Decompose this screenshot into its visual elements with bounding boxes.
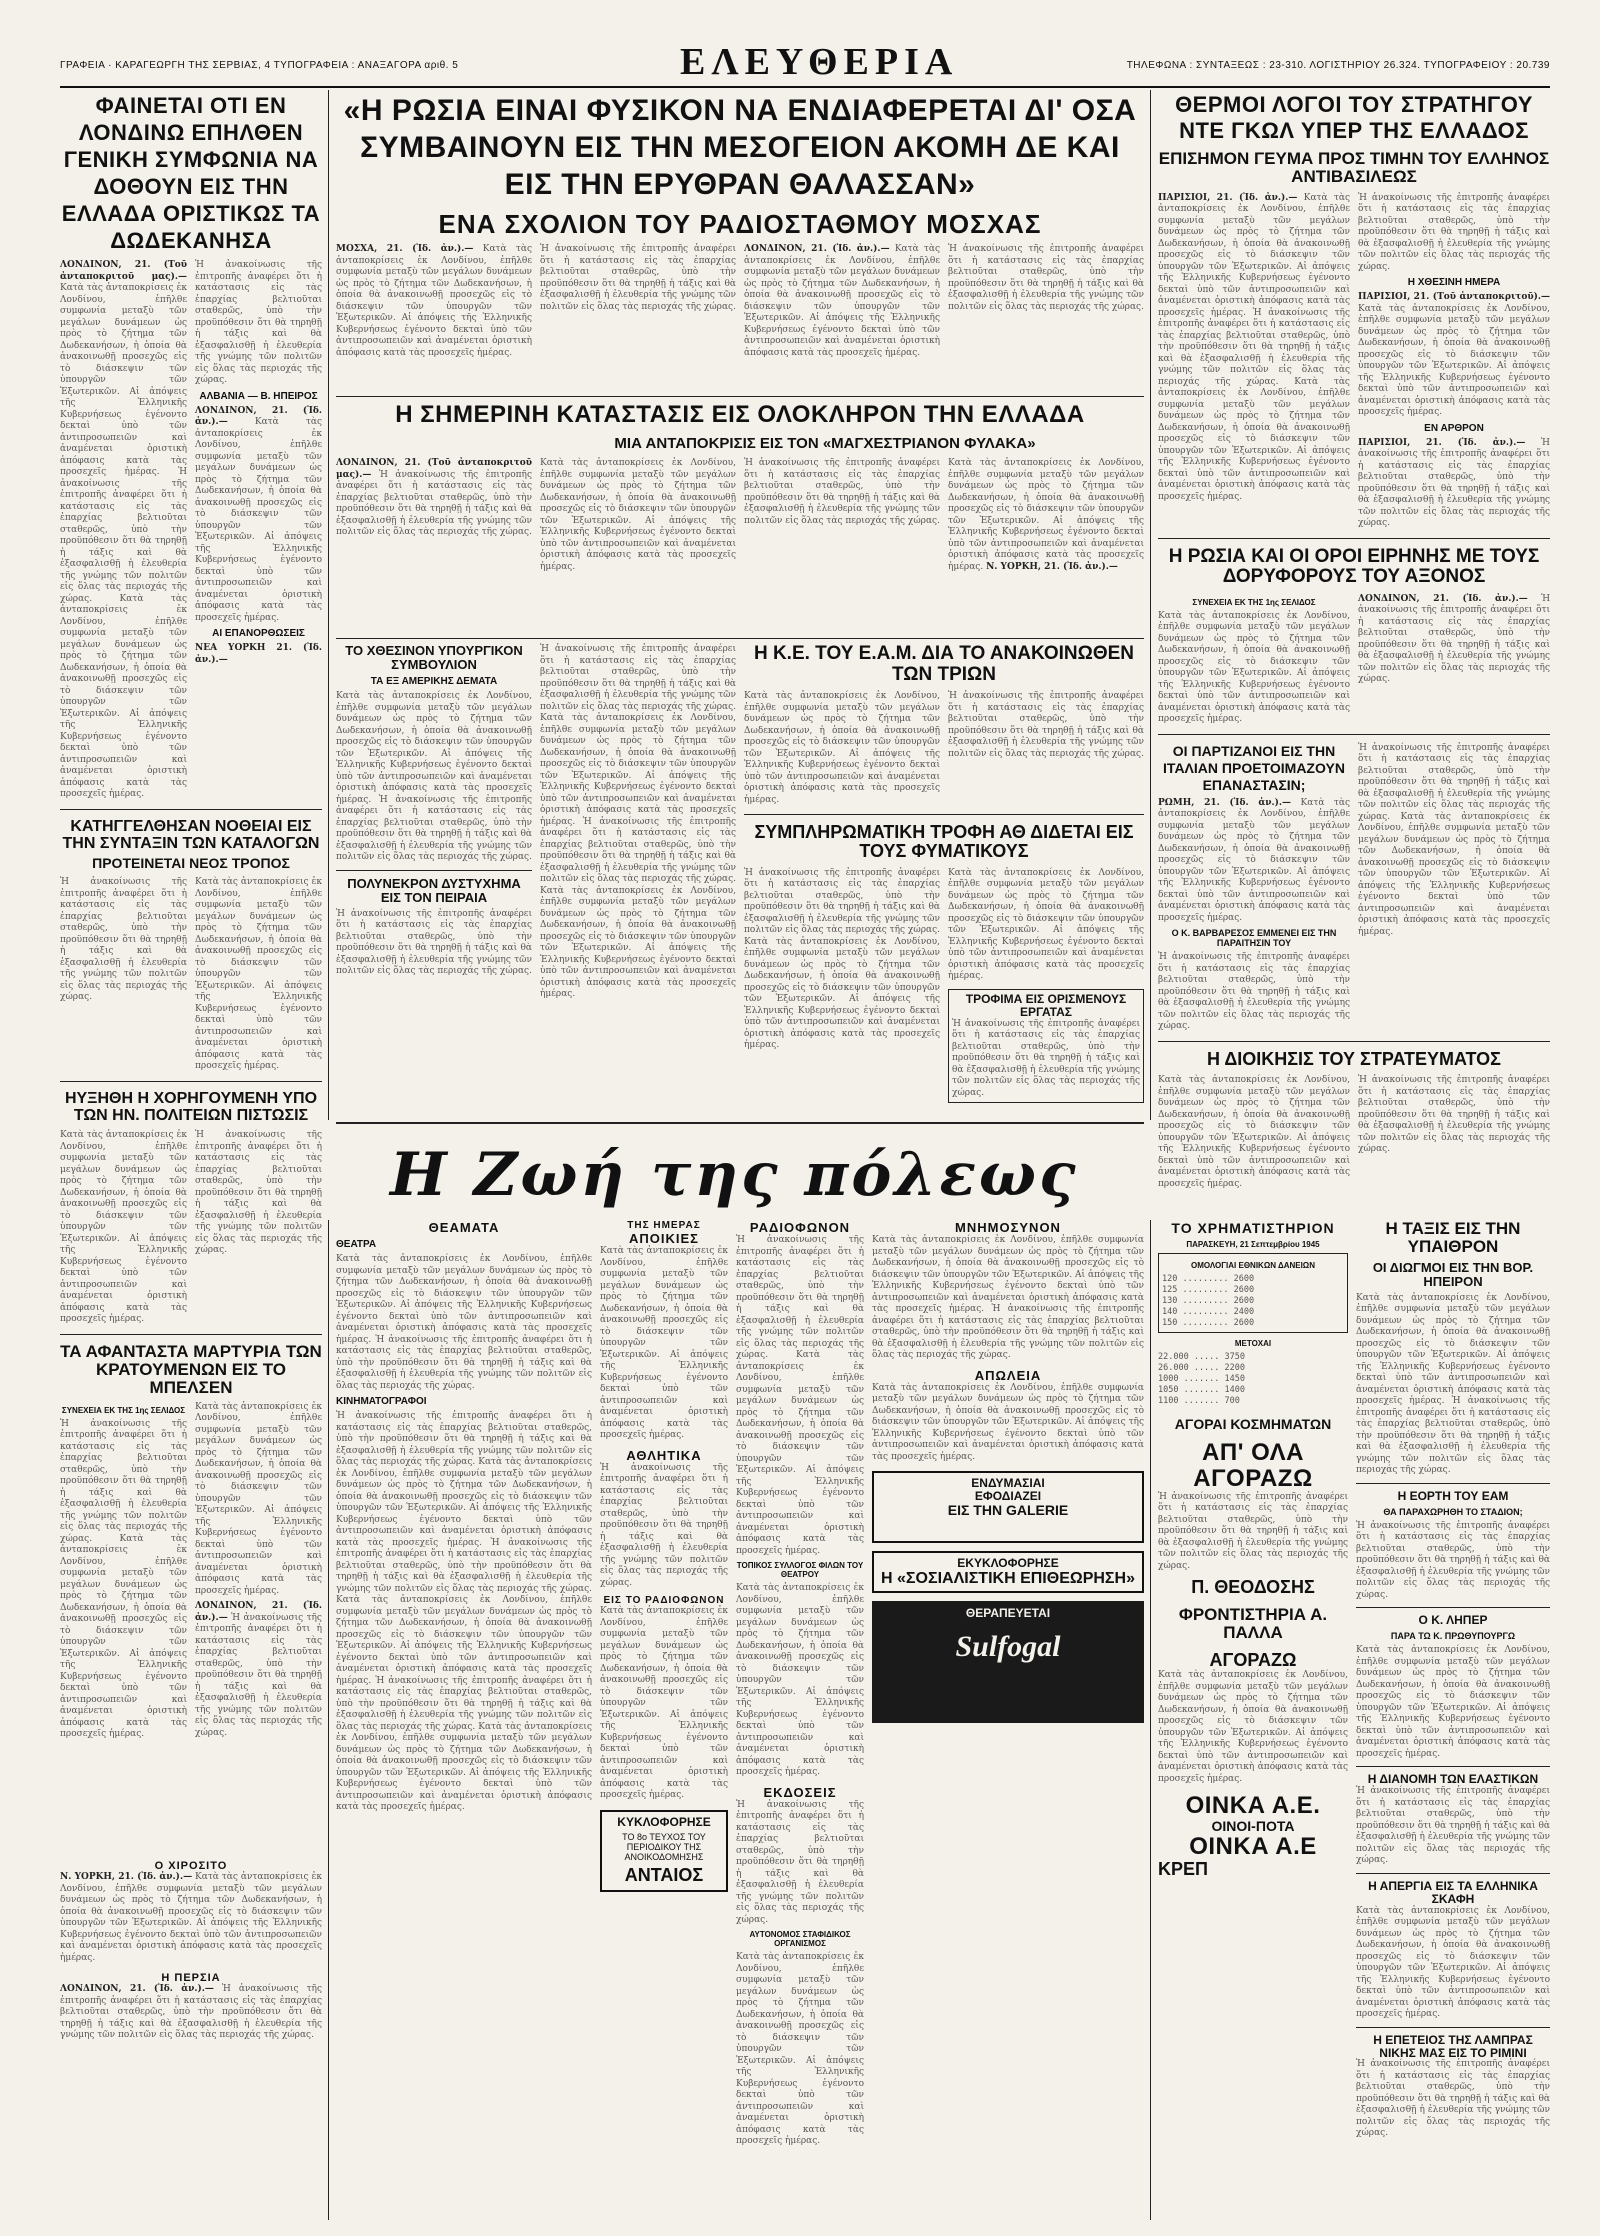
headline-eam-holiday: Η ΕΟΡΤΗ ΤΟΥ ΕΑΜ (1397, 1488, 1509, 1503)
article-body (872, 1383, 1144, 1464)
article-body (1356, 1786, 1550, 1867)
subhead-russia-banner: ΕΝΑ ΣΧΟΛΙΟΝ ΤΟΥ ΡΑΔΙΟΣΤΑΘΜΟΥ ΜΟΣΧΑΣ (438, 209, 1042, 239)
article-text: Κατὰ τὰς ἀνταποκρίσεις ἐκ Λονδίνου, ἐπῆλθε συμφωνία μεταξὺ τῶν μεγάλων δυνάμεων ὡς πρὸς τὸ ζήτημα τῶν Δωδεκανήσων, ἡ ὁποία θὰ ἀνακοινωθῇ προσεχῶς εἰς τὸ διάσκεψιν τῶν ὑπουργῶν τῶν Ἐξωτερικῶν. Αἱ ἀπόψεις τῆς Ἑλληνικῆς Κυβερνήσεως ἐγένοντο δεκταὶ ὑπὸ τῶν ἀντιπροσωπειῶν καὶ ἀναμένεται ὁριστικὴ ἀπόφασις κατὰ τὰς προσεχεῖς ἡμέρας. (1358, 303, 1550, 418)
ad-oinoi: ΟΙΝΟΙ-ΠΟΤΑ (1211, 1817, 1295, 1834)
article-body (948, 691, 1144, 806)
headline-tires: Η ΔΙΑΝΟΜΗ ΤΩΝ ΕΛΑΣΤΙΚΩΝ (1367, 1772, 1539, 1787)
rule (60, 1081, 322, 1082)
center-situation (336, 402, 1144, 632)
kicker: Η ΧΘΕΣΙΝΗ ΗΜΕΡΑ (1407, 277, 1501, 289)
rule (1158, 734, 1550, 735)
article-text: Κατὰ τὰς ἀνταποκρίσεις ἐκ Λονδίνου, ἐπῆλθε συμφωνία μεταξὺ τῶν μεγάλων δυνάμεων ὡς πρὸς τὸ ζήτημα τῶν Δωδεκανήσων, ἡ ὁποία θὰ ἀνακοινωθῇ προσεχῶς εἰς τὸ διάσκεψιν τῶν ὑπουργῶν τῶν Ἐξωτερικῶν. Αἱ ἀπόψεις τῆς Ἑλληνικῆς Κυβερνήσεως ἐγένοντο δεκταὶ ὑπὸ τῶν ἀντιπροσωπειῶν καὶ ἀναμένεται ὁριστικὴ ἀπόφασις κατὰ τὰς προσεχεῖς ἡμέρας. (1356, 1905, 1550, 2020)
article-text: Ἡ ἀνακοίνωσις τῆς ἐπιτροπῆς ἀναφέρει ὅτι ἡ κατάστασις εἰς τὰς ἐπαρχίας βελτιοῦται σταθερῶς, ὑπὸ τὴν προϋπόθεσιν ὅτι θὰ τηρηθῇ ἡ τάξις καὶ θὰ ἐξασφαλισθῇ ἡ ἐλευθερία τῆς γνώμης τῶν πολιτῶν εἰς ὅλας τὰς περιοχάς τῆς χώρας. (1358, 1075, 1550, 1155)
rule (1158, 1041, 1550, 1042)
article-text: Ἡ ἀνακοίνωσις τῆς ἐπιτροπῆς ἀναφέρει ὅτι ἡ κατάστασις εἰς τὰς ἐπαρχίας βελτιοῦται σταθερῶς, ὑπὸ τὴν προϋπόθεσιν ὅτι θὰ τηρηθῇ ἡ τάξις καὶ θὰ ἐξασφαλισθῇ ἡ ἐλευθερία τῆς γνώμης τῶν πολιτῶν εἰς ὅλας τὰς περιοχάς τῆς χώρας. (872, 1304, 1144, 1360)
section-lost: ΑΠΩΛΕΙΑ (974, 1367, 1042, 1383)
article-text: Κατὰ τὰς ἀνταποκρίσεις ἐκ Λονδίνου, ἐπῆλθε συμφωνία μεταξὺ τῶν μεγάλων δυνάμεων ὡς πρὸς τὸ ζήτημα τῶν Δωδεκανήσων, ἡ ὁποία θὰ ἀνακοινωθῇ προσεχῶς εἰς τὸ διάσκεψιν τῶν ὑπουργῶν τῶν Ἐξωτερικῶν. Αἱ ἀπόψεις τῆς Ἑλληνικῆς Κυβερνήσεως ἐγένοντο δεκταὶ ὑπὸ τῶν ἀντιπροσωπειῶν καὶ ἀναμένεται ὁριστικὴ ἀπόφασις κατὰ τὰς προσεχεῖς ἡμέρας. (1356, 1292, 1550, 1407)
article-text: Ἡ ἀνακοίνωσις τῆς ἐπιτροπῆς ἀναφέρει ὅτι ἡ κατάστασις εἰς τὰς ἐπαρχίας βελτιοῦται σταθερῶς, ὑπὸ τὴν προϋπόθεσιν ὅτι θὰ τηρηθῇ ἡ τάξις καὶ θὰ ἐξασφαλισθῇ ἡ ἐλευθερία τῆς γνώμης τῶν πολιτῶν εἰς ὅλας τὰς περιοχάς τῆς χώρας. (195, 260, 322, 385)
rule (1356, 1483, 1550, 1484)
bonds-table (1158, 1253, 1348, 1333)
food-box (948, 989, 1144, 1103)
masthead-phones: ΤΗΛΕΦΩΝΑ : ΣΥΝΤΑΞΕΩΣ : 23-310. ΛΟΓΙΣΤΗΡΙΟΥ 26.324. ΤΥΠΟΓΡΑΦΕΙΟΥ : 20.739 (1126, 60, 1550, 71)
article-text: Ἡ ἀνακοίνωσις τῆς ἐπιτροπῆς ἀναφέρει ὅτι ἡ κατάστασις εἰς τὰς ἐπαρχίας βελτιοῦται σταθερῶς, ὑπὸ τὴν προϋπόθεσιν ὅτι θὰ τηρηθῇ ἡ τάξις καὶ θὰ ἐξασφαλισθῇ ἡ ἐλευθερία τῆς γνώμης τῶν πολιτῶν εἰς ὅλας τὰς περιοχάς τῆς χώρας. (1358, 742, 1550, 822)
article-text: Ἡ ἀνακοίνωσις τῆς ἐπιτροπῆς ἀναφέρει ὅτι ἡ κατάστασις εἰς τὰς ἐπαρχίας βελτιοῦται σταθερῶς, ὑπὸ τὴν προϋπόθεσιν ὅτι θὰ τηρηθῇ ἡ τάξις καὶ θὰ ἐξασφαλισθῇ ἡ ἐλευθερία τῆς γνώμης τῶν πολιτῶν εἰς ὅλας τὰς περιοχάς τῆς χώρας. (60, 1984, 322, 2040)
article-body (540, 244, 736, 359)
jewels-title: ΑΓΟΡΑΙ ΚΟΣΜΗΜΑΤΩΝ (1174, 1416, 1332, 1432)
article-body (872, 1235, 1144, 1362)
sulfogal-ad (872, 1601, 1144, 1723)
article-text: Κατὰ τὰς ἀνταποκρίσεις ἐκ Λονδίνου, ἐπῆλθε συμφωνία μεταξὺ τῶν μεγάλων δυνάμεων ὡς πρὸς τὸ ζήτημα τῶν Δωδεκανήσων, ἡ ὁποία θὰ ἀνακοινωθῇ προσεχῶς εἰς τὸ διάσκεψιν τῶν ὑπουργῶν τῶν Ἐξωτερικῶν. Αἱ ἀπόψεις τῆς Ἑλληνικῆς Κυβερνήσεως ἐγένοντο δεκταὶ ὑπὸ τῶν ἀντιπροσωπειῶν καὶ ἀναμένεται ὁριστικὴ ἀπόφασις κατὰ τὰς προσεχεῖς ἡμέρας. (744, 936, 940, 1051)
exchange-column (1158, 1220, 1348, 2220)
article-text: Ἡ ἀνακοίνωσις τῆς ἐπιτροπῆς ἀναφέρει ὅτι ἡ κατάστασις εἰς τὰς ἐπαρχίας βελτιοῦται σταθερῶς, ὑπὸ τὴν προϋπόθεσιν ὅτι θὰ τηρηθῇ ἡ τάξις καὶ θὰ ἐξασφαλισθῇ ἡ ἐλευθερία τῆς γνώμης τῶν πολιτῶν εἰς ὅλας τὰς περιοχάς τῆς χώρας. (336, 908, 532, 977)
article-body (336, 458, 532, 573)
article-text: Κατὰ τὰς ἀνταποκρίσεις ἐκ Λονδίνου, ἐπῆλθε συμφωνία μεταξὺ τῶν μεγάλων δυνάμεων ὡς πρὸς τὸ ζήτημα τῶν Δωδεκανήσων, ἡ ὁποία θὰ ἀνακοινωθῇ προσεχῶς εἰς τὸ διάσκεψιν τῶν ὑπουργῶν τῶν Ἐξωτερικῶν. Αἱ ἀπόψεις τῆς Ἑλληνικῆς Κυβερνήσεως ἐγένοντο δεκταὶ ὑπὸ τῶν ἀντιπροσωπειῶν καὶ ἀναμένεται ὁριστικὴ ἀπόφασις κατὰ τὰς προσεχεῖς ἡμέρας. (1158, 1075, 1350, 1189)
subhead-countryside: ΟΙ ΔΙΩΓΜΟΙ ΕΙΣ ΤΗΝ ΒΟΡ. ΗΠΕΙΡΟΝ (1372, 1259, 1534, 1289)
rule (336, 1122, 1144, 1124)
continued-label: ΣΥΝΕΧΕΙΑ ΕΚ ΤΗΣ 1ης ΣΕΛΙΔΟΣ (61, 1405, 186, 1415)
article-text: Ἡ ἀνακοίνωσις τῆς ἐπιτροπῆς ἀναφέρει ὅτι ἡ κατάστασις εἰς τὰς ἐπαρχίας βελτιοῦται σταθερῶς, ὑπὸ τὴν προϋπόθεσιν ὅτι θὰ τηρηθῇ ἡ τάξις καὶ θὰ ἐξασφαλισθῇ ἡ ἐλευθερία τῆς γνώμης τῶν πολιτῶν εἰς ὅλας τὰς περιοχάς τῆς χώρας. (948, 244, 1144, 312)
article-body (336, 691, 532, 864)
headline-army: Η ΔΙΟΙΚΗΣΙΣ ΤΟΥ ΣΤΡΑΤΕΥΜΑΤΟΣ (1206, 1048, 1501, 1069)
article-body (540, 458, 736, 573)
article-body (948, 458, 1144, 573)
article-text: Κατὰ τὰς ἀνταποκρίσεις ἐκ Λονδίνου, ἐπῆλθε συμφωνία μεταξὺ τῶν μεγάλων δυνάμεων ὡς πρὸς τὸ ζήτημα τῶν Δωδεκανήσων, ἡ ὁποία θὰ ἀνακοινωθῇ προσεχῶς εἰς τὸ διάσκεψιν τῶν ὑπουργῶν τῶν Ἐξωτερικῶν. Αἱ ἀπόψεις τῆς Ἑλληνικῆς Κυβερνήσεως ἐγένοντο δεκταὶ ὑπὸ τῶν ἀντιπροσωπειῶν καὶ ἀναμένεται ὁριστικὴ ἀπόφασις κατὰ τὰς προσεχεῖς ἡμέρας. (60, 1130, 187, 1325)
article-text: Ἡ ἀνακοίνωσις τῆς ἐπιτροπῆς ἀναφέρει ὅτι ἡ κατάστασις εἰς τὰς ἐπαρχίας βελτιοῦται σταθερῶς, ὑπὸ τὴν προϋπόθεσιν ὅτι θὰ τηρηθῇ ἡ τάξις καὶ θὰ ἐξασφαλισθῇ ἡ ἐλευθερία τῆς γνώμης τῶν πολιτῶν εἰς ὅλας τὰς περιοχάς τῆς χώρας. (336, 1411, 592, 1467)
ad-frontistiria: ΦΡΟΝΤΙΣΤΗΡΙΑ Α. ΠΑΛΛΑ (1178, 1604, 1328, 1643)
article-body (195, 1130, 322, 1326)
article-text: Ἡ ἀνακοίνωσις τῆς ἐπιτροπῆς ἀναφέρει ὅτι ἡ κατάστασις εἰς τὰς ἐπαρχίας βελτιοῦται σταθερῶς, ὑπὸ τὴν προϋπόθεσιν ὅτι θὰ τηρηθῇ ἡ τάξις καὶ θὰ ἐξασφαλισθῇ ἡ ἐλευθερία τῆς γνώμης τῶν πολιτῶν εἰς ὅλας τὰς περιοχάς τῆς χώρας. (60, 877, 187, 1003)
article-body (1356, 1645, 1550, 1760)
ad-kicker: ΕΚΥΚΛΟΦΟΡΗΣΕ (957, 1556, 1059, 1570)
article-text: Κατὰ τὰς ἀνταποκρίσεις ἐκ Λονδίνου, ἐπῆλθε συμφωνία μεταξὺ τῶν μεγάλων δυνάμεων ὡς πρὸς τὸ ζήτημα τῶν Δωδεκανήσων, ἡ ὁποία θὰ ἀνακοινωθῇ προσεχῶς εἰς τὸ διάσκεψιν τῶν ὑπουργῶν τῶν Ἐξωτερικῶν. Αἱ ἀπόψεις τῆς Ἑλληνικῆς Κυβερνήσεως ἐγένοντο δεκταὶ ὑπὸ τῶν ἀντιπροσωπειῶν καὶ ἀναμένεται ὁριστικὴ ἀπόφασις κατὰ τὰς προσεχεῖς ἡμέρας. (1158, 192, 1350, 318)
article-body (1158, 193, 1350, 504)
article-body (195, 643, 322, 666)
headline-russia-axis: Η ΡΩΣΙΑ ΚΑΙ ΟΙ ΟΡΟΙ ΕΙΡΗΝΗΣ ΜΕ ΤΟΥΣ ΔΟΡΥΦΟΡΟΥΣ ΤΟΥ ΑΞΟΝΟΣ (1168, 545, 1540, 588)
socialist-review-ad (872, 1551, 1144, 1593)
dateline: ΡΩΜΗ, 21. (Ἰδ. ἀν.).— (1158, 797, 1292, 808)
newspaper-page (60, 40, 1550, 2220)
article-text: Κατὰ τὰς ἀνταποκρίσεις ἐκ Λονδίνου, ἐπῆλθε συμφωνία μεταξὺ τῶν μεγάλων δυνάμεων ὡς πρὸς τὸ ζήτημα τῶν Δωδεκανήσων, ἡ ὁποία θὰ ἀνακοινωθῇ προσεχῶς εἰς τὸ διάσκεψιν τῶν ὑπουργῶν τῶν Ἐξωτερικῶν. Αἱ ἀπόψεις τῆς Ἑλληνικῆς Κυβερνήσεως ἐγένοντο δεκταὶ ὑπὸ τῶν ἀντιπροσωπειῶν καὶ ἀναμένεται ὁριστικὴ ἀπόφασις κατὰ τὰς προσεχεῖς ἡμέρας. (60, 1872, 322, 1963)
masthead-address: ΓΡΑΦΕΙΑ · ΚΑΡΑΓΕΩΡΓΗ ΤΗΣ ΣΕΡΒΙΑΣ, 4 ΤΥΠΟΓΡΑΦΕΙΑ : ΑΝΑΞΑΓΟΡΑ αριθ. 5 (60, 60, 459, 71)
section-autonomous: ΑΥΤΟΝΟΜΟΣ ΣΤΑΦΙΔΙΚΟΣ ΟΡΓΑΝΙΣΜΟΣ (749, 1930, 851, 1948)
exchange-date: ΠΑΡΑΣΚΕΥΗ, 21 Σεπτεμβρίου 1945 (1186, 1240, 1320, 1249)
article-text: Ἡ ἀνακοίνωσις τῆς ἐπιτροπῆς ἀναφέρει ὅτι ἡ κατάστασις εἰς τὰς ἐπαρχίας βελτιοῦται σταθερῶς, ὑπὸ τὴν προϋπόθεσιν ὅτι θὰ τηρηθῇ ἡ τάξις καὶ θὰ ἐξασφαλισθῇ ἡ ἐλευθερία τῆς γνώμης τῶν πολιτῶν εἰς ὅλας τὰς περιοχάς τῆς χώρας. (1356, 2059, 1550, 2139)
column-rule (1150, 1220, 1151, 2220)
article-text: Ἡ ἀνακοίνωσις τῆς ἐπιτροπῆς ἀναφέρει ὅτι ἡ κατάστασις εἰς τὰς ἐπαρχίας βελτιοῦται σταθερῶς, ὑπὸ τὴν προϋπόθεσιν ὅτι θὰ τηρηθῇ ἡ τάξις καὶ θὰ ἐξασφαλισθῇ ἡ ἐλευθερία τῆς γνώμης τῶν πολιτῶν εἰς ὅλας τὰς περιοχάς τῆς χώρας. (1358, 593, 1550, 685)
article-body (736, 1800, 864, 1927)
article-body (60, 1872, 322, 1964)
article-body (540, 644, 736, 1001)
article-body (948, 868, 1144, 983)
hiroshima-title: Ο ΧΙΡΟΣΙΤΟ (154, 1860, 228, 1872)
article-body (60, 1130, 187, 1326)
article-text: Κατὰ τὰς ἀνταποκρίσεις ἐκ Λονδίνου, ἐπῆλθε συμφωνία μεταξὺ τῶν μεγάλων δυνάμεων ὡς πρὸς τὸ ζήτημα τῶν Δωδεκανήσων, ἡ ὁποία θὰ ἀνακοινωθῇ προσεχῶς εἰς τὸ διάσκεψιν τῶν ὑπουργῶν τῶν Ἐξωτερικῶν. Αἱ ἀπόψεις τῆς Ἑλληνικῆς Κυβερνήσεως ἐγένοντο δεκταὶ ὑπὸ τῶν ἀντιπροσωπειῶν καὶ ἀναμένεται ὁριστικὴ ἀπόφασις κατὰ τὰς προσεχεῖς ἡμέρας. (195, 417, 322, 623)
column-rule (328, 1220, 329, 2220)
subhead-varvaresos: Ο Κ. ΒΑΡΒΑΡΕΣΟΣ ΕΜΜΕΝΕΙ ΕΙΣ ΤΗΝ ΠΑΡΑΙΤΗΣΙΝ ΤΟΥ (1171, 928, 1337, 949)
article-text: Ἡ ἀνακοίνωσις τῆς ἐπιτροπῆς ἀναφέρει ὅτι ἡ κατάστασις εἰς τὰς ἐπαρχίας βελτιοῦται σταθερῶς, ὑπὸ τὴν προϋπόθεσιν ὅτι θὰ τηρηθῇ ἡ τάξις καὶ θὰ ἐξασφαλισθῇ ἡ ἐλευθερία τῆς γνώμης τῶν πολιτῶν εἰς ὅλας τὰς περιοχάς τῆς χώρας. (1158, 307, 1350, 387)
article-text: Κατὰ τὰς ἀνταποκρίσεις ἐκ Λονδίνου, ἐπῆλθε συμφωνία μεταξὺ τῶν μεγάλων δυνάμεων ὡς πρὸς τὸ ζήτημα τῶν Δωδεκανήσων, ἡ ὁποία θὰ ἀνακοινωθῇ προσεχῶς εἰς τὸ διάσκεψιν τῶν ὑπουργῶν τῶν Ἐξωτερικῶν. Αἱ ἀπόψεις τῆς Ἑλληνικῆς Κυβερνήσεως ἐγένοντο δεκταὶ ὑπὸ τῶν ἀντιπροσωπειῶν καὶ ἀναμένεται ὁριστικὴ ἀπόφασις κατὰ τὰς προσεχεῖς ἡμέρας. (744, 691, 940, 805)
article-text: Ἡ ἀνακοίνωσις τῆς ἐπιτροπῆς ἀναφέρει ὅτι ἡ κατάστασις εἰς τὰς ἐπαρχίας βελτιοῦται σταθερῶς, ὑπὸ τὴν προϋπόθεσιν ὅτι θὰ τηρηθῇ ἡ τάξις καὶ θὰ ἐξασφαλισθῇ ἡ ἐλευθερία τῆς γνώμης τῶν πολιτῶν εἰς ὅλας τὰς περιοχάς τῆς χώρας. (336, 794, 532, 863)
article-text: Κατὰ τὰς ἀνταποκρίσεις ἐκ Λονδίνου, ἐπῆλθε συμφωνία μεταξὺ τῶν μεγάλων δυνάμεων ὡς πρὸς τὸ ζήτημα τῶν Δωδεκανήσων, ἡ ὁποία θὰ ἀνακοινωθῇ προσεχῶς εἰς τὸ διάσκεψιν τῶν ὑπουργῶν τῶν Ἐξωτερικῶν. Αἱ ἀπόψεις τῆς Ἑλληνικῆς Κυβερνήσεως ἐγένοντο δεκταὶ ὑπὸ τῶν ἀντιπροσωπειῶν καὶ ἀναμένεται ὁριστικὴ ἀπόφασις κατὰ τὰς προσεχεῖς ἡμέρας. (540, 885, 736, 999)
article-text: Ἡ ἀνακοίνωσις τῆς ἐπιτροπῆς ἀναφέρει ὅτι ἡ κατάστασις εἰς τὰς ἐπαρχίας βελτιοῦται σταθερῶς, ὑπὸ τὴν προϋπόθεσιν ὅτι θὰ τηρηθῇ ἡ τάξις καὶ θὰ ἐξασφαλισθῇ ἡ ἐλευθερία τῆς γνώμης τῶν πολιτῶν εἰς ὅλας τὰς περιοχάς τῆς χώρας. (60, 467, 187, 604)
newspaper-title: ΕΛΕΥΘΕΡΙΑ (680, 41, 959, 83)
article-text: Κατὰ τὰς ἀνταποκρίσεις ἐκ Λονδίνου, ἐπῆλθε συμφωνία μεταξὺ τῶν μεγάλων δυνάμεων ὡς πρὸς τὸ ζήτημα τῶν Δωδεκανήσων, ἡ ὁποία θὰ ἀνακοινωθῇ προσεχῶς εἰς τὸ διάσκεψιν τῶν ὑπουργῶν τῶν Ἐξωτερικῶν. Αἱ ἀπόψεις τῆς Ἑλληνικῆς Κυβερνήσεως ἐγένοντο δεκταὶ ὑπὸ τῶν ἀντιπροσωπειῶν καὶ ἀναμένεται ὁριστικὴ ἀπόφασις κατὰ τὰς προσεχεῖς ἡμέρας. (600, 1606, 728, 1800)
article-body (736, 1583, 864, 1779)
article-text: Ἡ ἀνακοίνωσις τῆς ἐπιτροπῆς ἀναφέρει ὅτι ἡ κατάστασις εἰς τὰς ἐπαρχίας βελτιοῦται σταθερῶς, ὑπὸ τὴν προϋπόθεσιν ὅτι θὰ τηρηθῇ ἡ τάξις καὶ θὰ ἐξασφαλισθῇ ἡ ἐλευθερία τῆς γνώμης τῶν πολιτῶν εἰς ὅλας τὰς περιοχάς τῆς χώρας. (336, 1675, 592, 1732)
dateline: ΛΟΝΔΙΝΟΝ, 21. (Τοῦ ἀνταποκριτοῦ μας).— (60, 260, 187, 282)
headline-strike: Η ΑΠΕΡΓΙΑ ΕΙΣ ΤΑ ΕΛΛΗΝΙΚΑ ΣΚΑΦΗ (1368, 1878, 1538, 1906)
dateline: ΛΟΝΔΙΝΟΝ, 21. (Ἰδ. ἀν.).— (195, 405, 322, 427)
article-text: Κατὰ τὰς ἀνταποκρίσεις ἐκ Λονδίνου, ἐπῆλθε συμφωνία μεταξὺ τῶν μεγάλων δυνάμεων ὡς πρὸς τὸ ζήτημα τῶν Δωδεκανήσων, ἡ ὁποία θὰ ἀνακοινωθῇ προσεχῶς εἰς τὸ διάσκεψιν τῶν ὑπουργῶν τῶν Ἐξωτερικῶν. Αἱ ἀπόψεις τῆς Ἑλληνικῆς Κυβερνήσεως ἐγένοντο δεκταὶ ὑπὸ τῶν ἀντιπροσωπειῶν καὶ ἀναμένεται ὁριστικὴ ἀπόφασις κατὰ τὰς προσεχεῖς ἡμέρας. (1158, 610, 1350, 725)
left-column (60, 92, 322, 1740)
article-text: Ἡ ἀνακοίνωσις τῆς ἐπιτροπῆς ἀναφέρει ὅτι ἡ κατάστασις εἰς τὰς ἐπαρχίας βελτιοῦται σταθερῶς, ὑπὸ τὴν προϋπόθεσιν ὅτι θὰ τηρηθῇ ἡ τάξις καὶ θὰ ἐξασφαλισθῇ ἡ ἐλευθερία τῆς γνώμης τῶν πολιτῶν εἰς ὅλας τὰς περιοχάς τῆς χώρας. (540, 644, 736, 712)
section-cinema: ΚΙΝΗΜΑΤΟΓΡΑΦΟΙ (336, 1396, 427, 1407)
article-body (736, 1952, 864, 2148)
section-radio: ΡΑΔΙΟΦΩΝΟΝ (749, 1220, 851, 1235)
dateline: ΛΟΝΔΙΝΟΝ, 21. (Τοῦ ἀνταποκριτοῦ μας).— (336, 458, 532, 480)
galerie-ad (872, 1471, 1144, 1543)
article-text: Κατὰ τὰς ἀνταποκρίσεις ἐκ Λονδίνου, ἐπῆλθε συμφωνία μεταξὺ τῶν μεγάλων δυνάμεων ὡς πρὸς τὸ ζήτημα τῶν Δωδεκανήσων, ἡ ὁποία θὰ ἀνακοινωθῇ προσεχῶς εἰς τὸ διάσκεψιν τῶν ὑπουργῶν τῶν Ἐξωτερικῶν. Αἱ ἀπόψεις τῆς Ἑλληνικῆς Κυβερνήσεως ἐγένοντο δεκταὶ ὑπὸ τῶν ἀντιπροσωπειῶν καὶ ἀναμένεται ὁριστικὴ ἀπόφασις κατὰ τὰς προσεχεῖς ἡμέρας. (1358, 811, 1550, 937)
article-body (1356, 1906, 1550, 2021)
article-body (1158, 798, 1350, 925)
dateline: Ν. ΥΟΡΚΗ, 21. (Ἰδ. ἀν.).— (60, 1872, 193, 1882)
article-text: Ἡ ἀνακοίνωσις τῆς ἐπιτροπῆς ἀναφέρει ὅτι ἡ κατάστασις εἰς τὰς ἐπαρχίας βελτιοῦται σταθερῶς, ὑπὸ τὴν προϋπόθεσιν ὅτι θὰ τηρηθῇ ἡ τάξις καὶ θὰ ἐξασφαλισθῇ ἡ ἐλευθερία τῆς γνώμης τῶν πολιτῶν εἰς ὅλας τὰς περιοχάς τῆς χώρας. (744, 458, 940, 526)
rule (336, 638, 1144, 639)
headline-eam: Η Κ.Ε. ΤΟΥ Ε.Α.Μ. ΔΙΑ ΤΟ ΑΝΑΚΟΙΝΩΘΕΝ ΤΩΝ ΤΡΙΩΝ (753, 643, 1135, 685)
article-body (195, 1601, 322, 1739)
ad-kicker: ΚΥΚΛΟΦΟΡΗΣΕ (617, 1814, 711, 1829)
dateline: ΠΑΡΙΣΙΟΙ, 21. (Ἰδ. ἀν.).— (1158, 192, 1298, 203)
section-memorial: ΜΝΗΜΟΣΥΝΟΝ (955, 1220, 1061, 1235)
rule (60, 1334, 322, 1335)
headline-credit: ΗΥΞΗΘΗ Η ΧΟΡΗΓΟΥΜΕΝΗ ΥΠΟ ΤΩΝ ΗΝ. ΠΟΛΙΤΕΙΩΝ ΠΙΣΤΩΣΙΣ (64, 1089, 318, 1124)
article-text: Ἡ ἀνακοίνωσις τῆς ἐπιτροπῆς ἀναφέρει ὅτι ἡ κατάστασις εἰς τὰς ἐπαρχίας βελτιοῦται σταθερῶς, ὑπὸ τὴν προϋπόθεσιν ὅτι θὰ τηρηθῇ ἡ τάξις καὶ θὰ ἐξασφαλισθῇ ἡ ἐλευθερία τῆς γνώμης τῶν πολιτῶν εἰς ὅλας τὰς περιοχάς τῆς χώρας. (540, 816, 736, 884)
ad-krep: ΚΡΕΠ (1158, 1858, 1209, 1879)
eam-column (744, 644, 1144, 1114)
article-text: Κατὰ τὰς ἀνταποκρίσεις ἐκ Λονδίνου, ἐπῆλθε συμφωνία μεταξὺ τῶν μεγάλων δυνάμεων ὡς πρὸς τὸ ζήτημα τῶν Δωδεκανήσων, ἡ ὁποία θὰ ἀνακοινωθῇ προσεχῶς εἰς τὸ διάσκεψιν τῶν ὑπουργῶν τῶν Ἐξωτερικῶν. Αἱ ἀπόψεις τῆς Ἑλληνικῆς Κυβερνήσεως ἐγένοντο δεκταὶ ὑπὸ τῶν ἀντιπροσωπειῶν καὶ ἀναμένεται ὁριστικὴ ἀπόφασις κατὰ τὰς προσεχεῖς ἡμέρας. (1356, 1645, 1550, 1759)
article-body (1158, 611, 1350, 726)
article-text: Ἡ ἀνακοίνωσις τῆς ἐπιτροπῆς ἀναφέρει ὅτι ἡ κατάστασις εἰς τὰς ἐπαρχίας βελτιοῦται σταθερῶς, ὑπὸ τὴν προϋπόθεσιν ὅτι θὰ τηρηθῇ ἡ τάξις καὶ θὰ ἐξασφαλισθῇ ἡ ἐλευθερία τῆς γνώμης τῶν πολιτῶν εἰς ὅλας τὰς περιοχάς τῆς χώρας. (744, 867, 940, 936)
column-rule (1150, 90, 1151, 1120)
article-body (1358, 193, 1550, 274)
article-text: Ἡ ἀνακοίνωσις τῆς ἐπιτροπῆς ἀναφέρει ὅτι ἡ κατάστασις εἰς τὰς ἐπαρχίας βελτιοῦται σταθερῶς, ὑπὸ τὴν προϋπόθεσιν ὅτι θὰ τηρηθῇ ἡ τάξις καὶ θὰ ἐξασφαλισθῇ ἡ ἐλευθερία τῆς γνώμης τῶν πολιτῶν εἰς ὅλας τὰς περιοχάς τῆς χώρας. (1158, 952, 1350, 1032)
section-radio-station: ΕΙΣ ΤΟ ΡΑΔΙΟΦΩΝΟΝ (603, 1595, 725, 1606)
shares-values: 22.000 ..... 3750 26.000 ..... 2200 1000 ....... 1450 1050 ....... 1400 1100 ....... 700 (1158, 1352, 1245, 1406)
article-text: Κατὰ τὰς ἀνταποκρίσεις ἐκ Λονδίνου, ἐπῆλθε συμφωνία μεταξὺ τῶν μεγάλων δυνάμεων ὡς πρὸς τὸ ζήτημα τῶν Δωδεκανήσων, ἡ ὁποία θὰ ἀνακοινωθῇ προσεχῶς εἰς τὸ διάσκεψιν τῶν ὑπουργῶν τῶν Ἐξωτερικῶν. Αἱ ἀπόψεις τῆς Ἑλληνικῆς Κυβερνήσεως ἐγένοντο δεκταὶ ὑπὸ τῶν ἀντιπροσωπειῶν καὶ ἀναμένεται ὁριστικὴ ἀπόφασις κατὰ τὰς προσεχεῖς ἡμέρας. (336, 1254, 592, 1345)
section-athletics: ΑΘΛΗΤΙΚΑ (626, 1447, 702, 1463)
article-text: Ἡ ἀνακοίνωσις τῆς ἐπιτροπῆς ἀναφέρει ὅτι ἡ κατάστασις εἰς τὰς ἐπαρχίας βελτιοῦται σταθερῶς, ὑπὸ τὴν προϋπόθεσιν ὅτι θὰ τηρηθῇ ἡ τάξις καὶ θὰ ἐξασφαλισθῇ ἡ ἐλευθερία τῆς γνώμης τῶν πολιτῶν εἰς ὅλας τὰς περιοχάς τῆς χώρας. (736, 1799, 864, 1925)
article-text: Ἡ ἀνακοίνωσις τῆς ἐπιτροπῆς ἀναφέρει ὅτι ἡ κατάστασις εἰς τὰς ἐπαρχίας βελτιοῦται σταθερῶς, ὑπὸ τὴν προϋπόθεσιν ὅτι θὰ τηρηθῇ ἡ τάξις καὶ θὰ ἐξασφαλισθῇ ἡ ἐλευθερία τῆς γνώμης τῶν πολιτῶν εἰς ὅλας τὰς περιοχάς τῆς χώρας. (736, 1235, 864, 1360)
ad-galerie: ΕΙΣ ΤΗΝ GALERIE (947, 1501, 1069, 1518)
rule (1356, 2027, 1550, 2028)
ad-agorazo: ΑΓΟΡΑΖΩ (1209, 1649, 1297, 1670)
subhead-situation: ΜΙΑ ΑΝΤΑΠΟΚΡΙΣΙΣ ΕΙΣ ΤΟΝ «ΜΑΓΧΕΣΤΡΙΑΝΟΝ ΦΥΛΑΚΑ» (614, 434, 1036, 452)
article-text: Κατὰ τὰς ἀνταποκρίσεις ἐκ Λονδίνου, ἐπῆλθε συμφωνία μεταξὺ τῶν μεγάλων δυνάμεων ὡς πρὸς τὸ ζήτημα τῶν Δωδεκανήσων, ἡ ὁποία θὰ ἀνακοινωθῇ προσεχῶς εἰς τὸ διάσκεψιν τῶν ὑπουργῶν τῶν Ἐξωτερικῶν. Αἱ ἀπόψεις τῆς Ἑλληνικῆς Κυβερνήσεως ἐγένοντο δεκταὶ ὑπὸ τῶν ἀντιπροσωπειῶν καὶ ἀναμένεται ὁριστικὴ ἀπόφασις κατὰ τὰς προσεχεῖς ἡμέρας. (336, 1457, 592, 1548)
dateline: Ν. ΥΟΡΚΗ, 21. (Ἰδ. ἀν.).— (986, 561, 1118, 572)
article-body (744, 868, 940, 1103)
headline-accident: ΠΟΛΥΝΕΚΡΟΝ ΔΥΣΤΥΧΗΜΑ ΕΙΣ ΤΟΝ ΠΕΙΡΑΙΑ (347, 875, 521, 905)
article-text: Ἡ ἀνακοίνωσις τῆς ἐπιτροπῆς ἀναφέρει ὅτι ἡ κατάστασις εἰς τὰς ἐπαρχίας βελτιοῦται σταθερῶς, ὑπὸ τὴν προϋπόθεσιν ὅτι θὰ τηρηθῇ ἡ τάξις καὶ θὰ ἐξασφαλισθῇ ἡ ἐλευθερία τῆς γνώμης τῶν πολιτῶν εἰς ὅλας τὰς περιοχάς τῆς χώρας. (1358, 192, 1550, 272)
ad-sulfogal: Sulfogal (955, 1630, 1061, 1664)
ad-theodosis: Π. ΘΕΟΔΟΣΗΣ (1191, 1577, 1315, 1598)
article-text: Ἡ ἀνακοίνωσις τῆς ἐπιτροπῆς ἀναφέρει ὅτι ἡ κατάστασις εἰς τὰς ἐπαρχίας βελτιοῦται σταθερῶς, ὑπὸ τὴν προϋπόθεσιν ὅτι θὰ τηρηθῇ ἡ τάξις καὶ θὰ ἐξασφαλισθῇ ἡ ἐλευθερία τῆς γνώμης τῶν πολιτῶν εἰς ὅλας τὰς περιοχάς τῆς χώρας. (195, 1612, 322, 1738)
rule (1356, 1607, 1550, 1608)
subhead-de-gaulle: ΕΠΙΣΗΜΟΝ ΓΕΥΜΑ ΠΡΟΣ ΤΙΜΗΝ ΤΟΥ ΕΛΛΗΝΟΣ ΑΝΤΙΒΑΣΙΛΕΩΣ (1158, 149, 1550, 187)
article-body (60, 1419, 187, 1741)
article-body (60, 1984, 322, 2042)
council-column-2 (540, 644, 736, 1114)
rule (1356, 1873, 1550, 1874)
center-top (336, 92, 1144, 392)
memorial-column (872, 1220, 1144, 2220)
article-body (60, 260, 187, 801)
article-text: Κατὰ τὰς ἀνταποκρίσεις ἐκ Λονδίνου, ἐπῆλθε συμφωνία μεταξὺ τῶν μεγάλων δυνάμεων ὡς πρὸς τὸ ζήτημα τῶν Δωδεκανήσων, ἡ ὁποία θὰ ἀνακοινωθῇ προσεχῶς εἰς τὸ διάσκεψιν τῶν ὑπουργῶν τῶν Ἐξωτερικῶν. Αἱ ἀπόψεις τῆς Ἑλληνικῆς Κυβερνήσεως ἐγένοντο δεκταὶ ὑπὸ τῶν ἀντιπροσωπειῶν καὶ ἀναμένεται ὁριστικὴ ἀπόφασις κατὰ τὰς προσεχεῖς ἡμέρας. (1158, 797, 1350, 923)
article-body (1158, 1075, 1350, 1190)
dateline: ΛΟΝΔΙΝΟΝ, 21. (Ἰδ. ἀν.).— (1358, 593, 1528, 604)
article-text: Κατὰ τὰς ἀνταποκρίσεις ἐκ Λονδίνου, ἐπῆλθε συμφωνία μεταξὺ τῶν μεγάλων δυνάμεων ὡς πρὸς τὸ ζήτημα τῶν Δωδεκανήσων, ἡ ὁποία θὰ ἀνακοινωθῇ προσεχῶς εἰς τὸ διάσκεψιν τῶν ὑπουργῶν τῶν Ἐξωτερικῶν. Αἱ ἀπόψεις τῆς Ἑλληνικῆς Κυβερνήσεως ἐγένοντο δεκταὶ ὑπὸ τῶν ἀντιπροσωπειῶν καὶ ἀναμένεται ὁριστικὴ ἀπόφασις κατὰ τὰς προσεχεῖς ἡμέρας. (195, 1401, 322, 1596)
article-text: Κατὰ τὰς ἀνταποκρίσεις ἐκ Λονδίνου, ἐπῆλθε συμφωνία μεταξὺ τῶν μεγάλων δυνάμεων ὡς πρὸς τὸ ζήτημα τῶν Δωδεκανήσων, ἡ ὁποία θὰ ἀνακοινωθῇ προσεχῶς εἰς τὸ διάσκεψιν τῶν ὑπουργῶν τῶν Ἐξωτερικῶν. Αἱ ἀπόψεις τῆς Ἑλληνικῆς Κυβερνήσεως ἐγένοντο δεκταὶ ὑπὸ τῶν ἀντιπροσωπειῶν καὶ ἀναμένεται ὁριστικὴ ἀπόφασις κατὰ τὰς προσεχεῖς ἡμέρας. (540, 458, 736, 572)
section-theatre: ΘΕΑΤΡΑ (336, 1239, 377, 1250)
subhead: ΑΙ ΕΠΑΝΟΡΘΩΣΕΙΣ (212, 628, 305, 639)
box-title: ΤΡΟΦΙΜΑ ΕΙΣ ΟΡΙΣΜΕΝΟΥΣ ΕΡΓΑΤΑΣ (965, 991, 1127, 1019)
article-text: Κατὰ τὰς ἀνταποκρίσεις ἐκ Λονδίνου, ἐπῆλθε συμφωνία μεταξὺ τῶν μεγάλων δυνάμεων ὡς πρὸς τὸ ζήτημα τῶν Δωδεκανήσων, ἡ ὁποία θὰ ἀνακοινωθῇ προσεχῶς εἰς τὸ διάσκεψιν τῶν ὑπουργῶν τῶν Ἐξωτερικῶν. Αἱ ἀπόψεις τῆς Ἑλληνικῆς Κυβερνήσεως ἐγένοντο δεκταὶ ὑπὸ τῶν ἀντιπροσωπειῶν καὶ ἀναμένεται ὁριστικὴ ἀπόφασις κατὰ τὰς προσεχεῖς ἡμέρας. (736, 1952, 864, 2146)
article-body (600, 1246, 728, 1442)
bonds-title: ΟΜΟΛΟΓΙΑΙ ΕΘΝΙΚΩΝ ΔΑΝΕΙΩΝ (1191, 1261, 1315, 1270)
rule (336, 870, 532, 871)
ad-oinka: ΟΙΝΚΑ Α.Ε. (1185, 1792, 1321, 1820)
dateline: ΠΑΡΙΣΙΟΙ, 21. (Ἰδ. ἀν.).— (1358, 437, 1526, 448)
ad-antaios: ΑΝΤΑΙΟΣ (624, 1865, 704, 1886)
rule (60, 809, 322, 810)
article-body (1356, 1521, 1550, 1602)
article-body (336, 1254, 592, 1392)
article-body (744, 244, 940, 359)
article-text: Ἡ ἀνακοίνωσις τῆς ἐπιτροπῆς ἀναφέρει ὅτι ἡ κατάστασις εἰς τὰς ἐπαρχίας βελτιοῦται σταθερῶς, ὑπὸ τὴν προϋπόθεσιν ὅτι θὰ τηρηθῇ ἡ τάξις καὶ θὰ ἐξασφαλισθῇ ἡ ἐλευθερία τῆς γνώμης τῶν πολιτῶν εἰς ὅλας τὰς περιοχάς τῆς χώρας. (336, 1334, 592, 1391)
headline-countryside: Η ΤΑΞΙΣ ΕΙΣ ΤΗΝ ΥΠΑΙΘΡΟΝ (1385, 1219, 1521, 1257)
article-body (952, 1019, 1140, 1100)
article-body (195, 1402, 322, 1598)
ad-line: ΕΝΔΥΜΑΣΙΑΙ (971, 1476, 1045, 1490)
rule (744, 814, 1144, 815)
article-body (1358, 438, 1550, 530)
exchange-title: ΤΟ ΧΡΗΜΑΤΙΣΤΗΡΙΟΝ (1171, 1220, 1335, 1236)
subhead-catalogues: ΠΡΟΤΕΙΝΕΤΑΙ ΝΕΟΣ ΤΡΟΠΟΣ (92, 855, 290, 872)
article-body (736, 1235, 864, 1557)
article-body (336, 244, 532, 359)
article-text: Κατὰ τὰς ἀνταποκρίσεις ἐκ Λονδίνου, ἐπῆλθε συμφωνία μεταξὺ τῶν μεγάλων δυνάμεων ὡς πρὸς τὸ ζήτημα τῶν Δωδεκανήσων, ἡ ὁποία θὰ ἀνακοινωθῇ προσεχῶς εἰς τὸ διάσκεψιν τῶν ὑπουργῶν τῶν Ἐξωτερικῶν. Αἱ ἀπόψεις τῆς Ἑλληνικῆς Κυβερνήσεως ἐγένοντο δεκταὶ ὑπὸ τῶν ἀντιπροσωπειῶν καὶ ἀναμένεται ὁριστικὴ ἀπόφασις κατὰ τὰς προσεχεῖς ἡμέρας. (872, 1382, 1144, 1462)
article-body (1158, 1492, 1348, 1573)
article-text: Ἡ ἀνακοίνωσις τῆς ἐπιτροπῆς ἀναφέρει ὅτι ἡ κατάστασις εἰς τὰς ἐπαρχίας βελτιοῦται σταθερῶς, ὑπὸ τὴν προϋπόθεσιν ὅτι θὰ τηρηθῇ ἡ τάξις καὶ θὰ ἐξασφαλισθῇ ἡ ἐλευθερία τῆς γνώμης τῶν πολιτῶν εἰς ὅλας τὰς περιοχάς τῆς χώρας. (952, 1018, 1140, 1098)
article-text: Ἡ ἀνακοίνωσις τῆς ἐπιτροπῆς ἀναφέρει ὅτι ἡ κατάστασις εἰς τὰς ἐπαρχίας βελτιοῦται σταθερῶς, ὑπὸ τὴν προϋπόθεσιν ὅτι θὰ τηρηθῇ ἡ τάξις καὶ θὰ ἐξασφαλισθῇ ἡ ἐλευθερία τῆς γνώμης τῶν πολιτῶν εἰς ὅλας τὰς περιοχάς τῆς χώρας. (1158, 1491, 1348, 1571)
subhead-eam-holiday: ΘΑ ΠΑΡΑΧΩΡΗΘΗ ΤΟ ΣΤΑΔΙΟΝ; (1383, 1506, 1523, 1517)
article-body (948, 244, 1144, 359)
shares-title: ΜΕΤΟΧΑΙ (1234, 1339, 1272, 1348)
article-body (1356, 2059, 1550, 2140)
article-body (600, 1606, 728, 1802)
column-rule (328, 90, 329, 1120)
theatre-column (336, 1220, 592, 2220)
section-events: ΤΟΠΙΚΟΣ ΣΥΛΛΟΓΟΣ ΦΙΛΩΝ ΤΟΥ ΘΕΑΤΡΟΥ (736, 1561, 864, 1579)
article-text: Κατὰ τὰς ἀνταποκρίσεις ἐκ Λονδίνου, ἐπῆλθε συμφωνία μεταξὺ τῶν μεγάλων δυνάμεων ὡς πρὸς τὸ ζήτημα τῶν Δωδεκανήσων, ἡ ὁποία θὰ ἀνακοινωθῇ προσεχῶς εἰς τὸ διάσκεψιν τῶν ὑπουργῶν τῶν Ἐξωτερικῶν. Αἱ ἀπόψεις τῆς Ἑλληνικῆς Κυβερνήσεως ἐγένοντο δεκταὶ ὑπὸ τῶν ἀντιπροσωπειῶν καὶ ἀναμένεται ὁριστικὴ ἀπόφασις κατὰ τὰς προσεχεῖς ἡμέρας. (948, 458, 1144, 572)
headline-ambassador: Ο Κ. ΛΗΠΕΡ (1418, 1613, 1488, 1628)
article-text: Ἡ ἀνακοίνωσις τῆς ἐπιτροπῆς ἀναφέρει ὅτι ἡ κατάστασις εἰς τὰς ἐπαρχίας βελτιοῦται σταθερῶς, ὑπὸ τὴν προϋπόθεσιν ὅτι θὰ τηρηθῇ ἡ τάξις καὶ θὰ ἐξασφαλισθῇ ἡ ἐλευθερία τῆς γνώμης τῶν πολιτῶν εἰς ὅλας τὰς περιοχάς τῆς χώρας. (948, 691, 1144, 759)
article-text: Κατὰ τὰς ἀνταποκρίσεις ἐκ Λονδίνου, ἐπῆλθε συμφωνία μεταξὺ τῶν μεγάλων δυνάμεων ὡς πρὸς τὸ ζήτημα τῶν Δωδεκανήσων, ἡ ὁποία θὰ ἀνακοινωθῇ προσεχῶς εἰς τὸ διάσκεψιν τῶν ὑπουργῶν τῶν Ἐξωτερικῶν. Αἱ ἀπόψεις τῆς Ἑλληνικῆς Κυβερνήσεως ἐγένοντο δεκταὶ ὑπὸ τῶν ἀντιπροσωπειῶν καὶ ἀναμένεται ὁριστικὴ ἀπόφασις κατὰ τὰς προσεχεῖς ἡμέρας. (336, 244, 532, 358)
kicker: ΕΝ ΑΡΘΡΟΝ (1424, 422, 1484, 434)
dateline: ΠΑΡΙΣΙΟΙ, 21. (Τοῦ ἀνταποκριτοῦ).— (1358, 292, 1550, 303)
article-body (1356, 1293, 1550, 1477)
article-body (195, 877, 322, 1073)
article-text: Ἡ ἀνακοίνωσις τῆς ἐπιτροπῆς ἀναφέρει ὅτι ἡ κατάστασις εἰς τὰς ἐπαρχίας βελτιοῦται σταθερῶς, ὑπὸ τὴν προϋπόθεσιν ὅτι θὰ τηρηθῇ ἡ τάξις καὶ θὰ ἐξασφαλισθῇ ἡ ἐλευθερία τῆς γνώμης τῶν πολιτῶν εἰς ὅλας τὰς περιοχάς τῆς χώρας. (1356, 1520, 1550, 1600)
article-text: Ἡ ἀνακοίνωσις τῆς ἐπιτροπῆς ἀναφέρει ὅτι ἡ κατάστασις εἰς τὰς ἐπαρχίας βελτιοῦται σταθερῶς, ὑπὸ τὴν προϋπόθεσιν ὅτι θὰ τηρηθῇ ἡ τάξις καὶ θὰ ἐξασφαλισθῇ ἡ ἐλευθερία τῆς γνώμης τῶν πολιτῶν εἰς ὅλας τὰς περιοχάς τῆς χώρας. (60, 1418, 187, 1544)
council-column (336, 644, 532, 1114)
subhead-council: ΤΑ ΕΞ ΑΜΕΡΙΚΗΣ ΔΕΜΑΤΑ (370, 676, 498, 688)
article-body (195, 260, 322, 387)
article-text: Κατὰ τὰς ἀνταποκρίσεις ἐκ Λονδίνου, ἐπῆλθε συμφωνία μεταξὺ τῶν μεγάλων δυνάμεων ὡς πρὸς τὸ ζήτημα τῶν Δωδεκανήσων, ἡ ὁποία θὰ ἀνακοινωθῇ προσεχῶς εἰς τὸ διάσκεψιν τῶν ὑπουργῶν τῶν Ἐξωτερικῶν. Αἱ ἀπόψεις τῆς Ἑλληνικῆς Κυβερνήσεως ἐγένοντο δεκταὶ ὑπὸ τῶν ἀντιπροσωπειῶν καὶ ἀναμένεται ὁριστικὴ ἀπόφασις κατὰ τὰς προσεχεῖς ἡμέρας. (948, 867, 1144, 982)
article-text: Κατὰ τὰς ἀνταποκρίσεις ἐκ Λονδίνου, ἐπῆλθε συμφωνία μεταξὺ τῶν μεγάλων δυνάμεων ὡς πρὸς τὸ ζήτημα τῶν Δωδεκανήσων, ἡ ὁποία θὰ ἀνακοινωθῇ προσεχῶς εἰς τὸ διάσκεψιν τῶν ὑπουργῶν τῶν Ἐξωτερικῶν. Αἱ ἀπόψεις τῆς Ἑλληνικῆς Κυβερνήσεως ἐγένοντο δεκταὶ ὑπὸ τῶν ἀντιπροσωπειῶν καὶ ἀναμένεται ὁριστικὴ ἀπόφασις κατὰ τὰς προσεχεῖς ἡμέρας. (736, 1583, 864, 1777)
headline-catalogues: ΚΑΤΗΓΓΕΛΘΗΣΑΝ ΝΟΘΕΙΑΙ ΕΙΣ ΤΗΝ ΣΥΝΤΑΞΙΝ ΤΩΝ ΚΑΤΑΛΟΓΩΝ (62, 817, 320, 852)
headline-tuberculosis: ΣΥΜΠΛΗΡΩΜΑΤΙΚΗ ΤΡΟΦΗ ΑΘ ΔΙΔΕΤΑΙ ΕΙΣ ΤΟΥΣ ΦΥΜΑΤΙΚΟΥΣ (754, 822, 1134, 862)
article-body (744, 691, 940, 806)
section-theamata: ΘΕΑΜΑΤΑ (428, 1220, 500, 1235)
section-publications: ΕΚΔΟΣΕΙΣ (763, 1784, 837, 1800)
headline-council: ΤΟ ΧΘΕΣΙΝΟΝ ΥΠΟΥΡΓΙΚΟΝ ΣΥΜΒΟΥΛΙΟΝ (345, 643, 523, 673)
article-text: Κατὰ τὰς ἀνταποκρίσεις ἐκ Λονδίνου, ἐπῆλθε συμφωνία μεταξὺ τῶν μεγάλων δυνάμεων ὡς πρὸς τὸ ζήτημα τῶν Δωδεκανήσων, ἡ ὁποία θὰ ἀνακοινωθῇ προσεχῶς εἰς τὸ διάσκεψιν τῶν ὑπουργῶν τῶν Ἐξωτερικῶν. Αἱ ἀπόψεις τῆς Ἑλληνικῆς Κυβερνήσεως ἐγένοντο δεκταὶ ὑπὸ τῶν ἀντιπροσωπειῶν καὶ ἀναμένεται ὁριστικὴ ἀπόφασις κατὰ τὰς προσεχεῖς ἡμέρας. (60, 1533, 187, 1740)
article-body (1358, 594, 1550, 686)
continued-label: ΣΥΝΕΧΕΙΑ ΕΚ ΤΗΣ 1ης ΣΕΛΙΔΟΣ (1192, 597, 1316, 607)
ad-line: ΕΦΟΔΙΑΖΕΙ (974, 1488, 1042, 1503)
article-text: Κατὰ τὰς ἀνταποκρίσεις ἐκ Λονδίνου, ἐπῆλθε συμφωνία μεταξὺ τῶν μεγάλων δυνάμεων ὡς πρὸς τὸ ζήτημα τῶν Δωδεκανήσων, ἡ ὁποία θὰ ἀνακοινωθῇ προσεχῶς εἰς τὸ διάσκεψιν τῶν ὑπουργῶν τῶν Ἐξωτερικῶν. Αἱ ἀπόψεις τῆς Ἑλληνικῆς Κυβερνήσεως ἐγένοντο δεκταὶ ὑπὸ τῶν ἀντιπροσωπειῶν καὶ ἀναμένεται ὁριστικὴ ἀπόφασις κατὰ τὰς προσεχεῖς ἡμέρας. (744, 244, 940, 358)
article-text: Ἡ ἀνακοίνωσις τῆς ἐπιτροπῆς ἀναφέρει ὅτι ἡ κατάστασις εἰς τὰς ἐπαρχίας βελτιοῦται σταθερῶς, ὑπὸ τὴν προϋπόθεσιν ὅτι θὰ τηρηθῇ ἡ τάξις καὶ θὰ ἐξασφαλισθῇ ἡ ἐλευθερία τῆς γνώμης τῶν πολιτῶν εἰς ὅλας τὰς περιοχάς τῆς χώρας. (540, 244, 736, 312)
ad-socialist: Η «ΣΟΣΙΑΛΙΣΤΙΚΗ ΕΠΙΘΕΩΡΗΣΗ» (881, 1569, 1135, 1587)
dateline: ΝΕΑ ΥΟΡΚΗ 21. (Ἰδ. ἀν.).— (195, 643, 322, 665)
section-apoikies: ΑΠΟΙΚΙΕΣ (629, 1231, 699, 1246)
headline-situation: Η ΣΗΜΕΡΙΝΗ ΚΑΤΑΣΤΑΣΙΣ ΕΙΣ ΟΛΟΚΛΗΡΟΝ ΤΗΝ ΕΛΛΑΔΑ (395, 401, 1085, 428)
article-text: Κατὰ τὰς ἀνταποκρίσεις ἐκ Λονδίνου, ἐπῆλθε συμφωνία μεταξὺ τῶν μεγάλων δυνάμεων ὡς πρὸς τὸ ζήτημα τῶν Δωδεκανήσων, ἡ ὁποία θὰ ἀνακοινωθῇ προσεχῶς εἰς τὸ διάσκεψιν τῶν ὑπουργῶν τῶν Ἐξωτερικῶν. Αἱ ἀπόψεις τῆς Ἑλληνικῆς Κυβερνήσεως ἐγένοντο δεκταὶ ὑπὸ τῶν ἀντιπροσωπειῶν καὶ ἀναμένεται ὁριστικὴ ἀπόφασις κατὰ τὰς προσεχεῖς ἡμέρας. (1158, 1670, 1348, 1784)
article-text: Κατὰ τὰς ἀνταποκρίσεις ἐκ Λονδίνου, ἐπῆλθε συμφωνία μεταξὺ τῶν μεγάλων δυνάμεων ὡς πρὸς τὸ ζήτημα τῶν Δωδεκανήσων, ἡ ὁποία θὰ ἀνακοινωθῇ προσεχῶς εἰς τὸ διάσκεψιν τῶν ὑπουργῶν τῶν Ἐξωτερικῶν. Αἱ ἀπόψεις τῆς Ἑλληνικῆς Κυβερνήσεως ἐγένοντο δεκταὶ ὑπὸ τῶν ἀντιπροσωπειῶν καὶ ἀναμένεται ὁριστικὴ ἀπόφασις κατὰ τὰς προσεχεῖς ἡμέρας. (600, 1246, 728, 1440)
article-body (600, 1463, 728, 1590)
article-text: Κατὰ τὰς ἀνταποκρίσεις ἐκ Λονδίνου, ἐπῆλθε συμφωνία μεταξὺ τῶν μεγάλων δυνάμεων ὡς πρὸς τὸ ζήτημα τῶν Δωδεκανήσων, ἡ ὁποία θὰ ἀνακοινωθῇ προσεχῶς εἰς τὸ διάσκεψιν τῶν ὑπουργῶν τῶν Ἐξωτερικῶν. Αἱ ἀπόψεις τῆς Ἑλληνικῆς Κυβερνήσεως ἐγένοντο δεκταὶ ὑπὸ τῶν ἀντιπροσωπειῶν καὶ ἀναμένεται ὁριστικὴ ἀπόφασις κατὰ τὰς προσεχεῖς ἡμέρας. (60, 283, 187, 477)
rule (336, 396, 1144, 397)
bonds-values: 120 ......... 2600 125 ......... 2600 130 ......... 2600 140 ......... 2400 150 ......... 2600 (1162, 1274, 1255, 1328)
article-body (1158, 1670, 1348, 1785)
headline-russia-banner: «Η ΡΩΣΙΑ ΕΙΝΑΙ ΦΥΣΙΚΟΝ ΝΑ ΕΝΔΙΑΦΕΡΕΤΑΙ ΔΙ' ΟΣΑ ΣΥΜΒΑΙΝΟΥΝ ΕΙΣ ΤΗΝ ΜΕΣΟΓΕΙΟΝ ΑΚΟΜΗ ΔΕ ΚΑΙ ΕΙΣ ΤΗΝ ΕΡΥΘΡΑΝ ΘΑΛΑΣΣΑΝ» (343, 94, 1137, 201)
dateline: ΛΟΝΔΙΝΟΝ, 21. (Ἰδ. ἀν.).— (744, 244, 890, 254)
ad-oinka-2: ΟΙΝΚΑ Α.Ε (1189, 1833, 1317, 1861)
article-body (60, 877, 187, 1073)
article-text: Κατὰ τὰς ἀνταποκρίσεις ἐκ Λονδίνου, ἐπῆλθε συμφωνία μεταξὺ τῶν μεγάλων δυνάμεων ὡς πρὸς τὸ ζήτημα τῶν Δωδεκανήσων, ἡ ὁποία θὰ ἀνακοινωθῇ προσεχῶς εἰς τὸ διάσκεψιν τῶν ὑπουργῶν τῶν Ἐξωτερικῶν. Αἱ ἀπόψεις τῆς Ἑλληνικῆς Κυβερνήσεως ἐγένοντο δεκταὶ ὑπὸ τῶν ἀντιπροσωπειῶν καὶ ἀναμένεται ὁριστικὴ ἀπόφασις κατὰ τὰς προσεχεῖς ἡμέρας. (336, 1595, 592, 1686)
rule (1158, 538, 1550, 539)
ad-buy-all: ΑΠ' ΟΛΑ ΑΓΟΡΑΖΩ (1193, 1439, 1313, 1493)
article-body (336, 909, 532, 978)
ad-issue: ΤΟ 8ο ΤΕΥΧΟΣ ΤΟΥ ΠΕΡΙΟΔΙΚΟΥ ΤΗΣ ΑΝΟΙΚΟΔΟΜΗΣΗΣ (622, 1832, 706, 1863)
article-text: Κατὰ τὰς ἀνταποκρίσεις ἐκ Λονδίνου, ἐπῆλθε συμφωνία μεταξὺ τῶν μεγάλων δυνάμεων ὡς πρὸς τὸ ζήτημα τῶν Δωδεκανήσων, ἡ ὁποία θὰ ἀνακοινωθῇ προσεχῶς εἰς τὸ διάσκεψιν τῶν ὑπουργῶν τῶν Ἐξωτερικῶν. Αἱ ἀπόψεις τῆς Ἑλληνικῆς Κυβερνήσεως ἐγένοντο δεκταὶ ὑπὸ τῶν ἀντιπροσωπειῶν καὶ ἀναμένεται ὁριστικὴ ἀπόφασις κατὰ τὰς προσεχεῖς ἡμέρας. (336, 1721, 592, 1812)
article-body (195, 406, 322, 625)
rule (1356, 1766, 1550, 1767)
right-news-column (1356, 1220, 1550, 2220)
article-body (744, 458, 940, 573)
antaios-ad (600, 1810, 728, 1892)
article-text: Κατὰ τὰς ἀνταποκρίσεις ἐκ Λονδίνου, ἐπῆλθε συμφωνία μεταξὺ τῶν μεγάλων δυνάμεων ὡς πρὸς τὸ ζήτημα τῶν Δωδεκανήσων, ἡ ὁποία θὰ ἀνακοινωθῇ προσεχῶς εἰς τὸ διάσκεψιν τῶν ὑπουργῶν τῶν Ἐξωτερικῶν. Αἱ ἀπόψεις τῆς Ἑλληνικῆς Κυβερνήσεως ἐγένοντο δεκταὶ ὑπὸ τῶν ἀντιπροσωπειῶν καὶ ἀναμένεται ὁριστικὴ ἀπόφασις κατὰ τὰς προσεχεῖς ἡμέρας. (872, 1235, 1144, 1314)
article-body (336, 1411, 592, 1814)
article-text: Κατὰ τὰς ἀνταποκρίσεις ἐκ Λονδίνου, ἐπῆλθε συμφωνία μεταξὺ τῶν μεγάλων δυνάμεων ὡς πρὸς τὸ ζήτημα τῶν Δωδεκανήσων, ἡ ὁποία θὰ ἀνακοινωθῇ προσεχῶς εἰς τὸ διάσκεψιν τῶν ὑπουργῶν τῶν Ἐξωτερικῶν. Αἱ ἀπόψεις τῆς Ἑλληνικῆς Κυβερνήσεως ἐγένοντο δεκταὶ ὑπὸ τῶν ἀντιπροσωπειῶν καὶ ἀναμένεται ὁριστικὴ ἀπόφασις κατὰ τὰς προσεχεῖς ἡμέρας. (736, 1350, 864, 1556)
headline-belsen: ΤΑ ΑΦΑΝΤΑΣΤΑ ΜΑΡΤΥΡΙΑ ΤΩΝ ΚΡΑΤΟΥΜΕΝΩΝ ΕΙΣ ΤΟ ΜΠΕΛΣΕΝ (60, 1341, 322, 1398)
ad-text: ΘΕΡΑΠΕΥΕΤΑΙ (965, 1606, 1051, 1621)
article-text: Ἡ ἀνακοίνωσις τῆς ἐπιτροπῆς ἀναφέρει ὅτι ἡ κατάστασις εἰς τὰς ἐπαρχίας βελτιοῦται σταθερῶς, ὑπὸ τὴν προϋπόθεσιν ὅτι θὰ τηρηθῇ ἡ τάξις καὶ θὰ ἐξασφαλισθῇ ἡ ἐλευθερία τῆς γνώμης τῶν πολιτῶν εἰς ὅλας τὰς περιοχάς τῆς χώρας. (1356, 1786, 1550, 1866)
radio-column (736, 1220, 864, 2220)
city-life-title: Η Ζωή της πόλεως (390, 1140, 1079, 1210)
masthead (60, 40, 1550, 88)
article-text: Κατὰ τὰς ἀνταποκρίσεις ἐκ Λονδίνου, ἐπῆλθε συμφωνία μεταξὺ τῶν μεγάλων δυνάμεων ὡς πρὸς τὸ ζήτημα τῶν Δωδεκανήσων, ἡ ὁποία θὰ ἀνακοινωθῇ προσεχῶς εἰς τὸ διάσκεψιν τῶν ὑπουργῶν τῶν Ἐξωτερικῶν. Αἱ ἀπόψεις τῆς Ἑλληνικῆς Κυβερνήσεως ἐγένοντο δεκταὶ ὑπὸ τῶν ἀντιπροσωπειῶν καὶ ἀναμένεται ὁριστικὴ ἀπόφασις κατὰ τὰς προσεχεῖς ἡμέρας. (195, 877, 322, 1072)
article-text: Κατὰ τὰς ἀνταποκρίσεις ἐκ Λονδίνου, ἐπῆλθε συμφωνία μεταξὺ τῶν μεγάλων δυνάμεων ὡς πρὸς τὸ ζήτημα τῶν Δωδεκανήσων, ἡ ὁποία θὰ ἀνακοινωθῇ προσεχῶς εἰς τὸ διάσκεψιν τῶν ὑπουργῶν τῶν Ἐξωτερικῶν. Αἱ ἀπόψεις τῆς Ἑλληνικῆς Κυβερνήσεως ἐγένοντο δεκταὶ ὑπὸ τῶν ἀντιπροσωπειῶν καὶ ἀναμένεται ὁριστικὴ ἀπόφασις κατὰ τὰς προσεχεῖς ἡμέρας. (1158, 376, 1350, 502)
headline-partisans: ΟΙ ΠΑΡΤΙΖΑΝΟΙ ΕΙΣ ΤΗΝ ΙΤΑΛΙΑΝ ΠΡΟΕΤΟΙΜΑΖΟΥΝ ΕΠΑΝΑΣΤΑΣΙΝ; (1163, 742, 1345, 793)
article-text: Κατὰ τὰς ἀνταποκρίσεις ἐκ Λονδίνου, ἐπῆλθε συμφωνία μεταξὺ τῶν μεγάλων δυνάμεων ὡς πρὸς τὸ ζήτημα τῶν Δωδεκανήσων, ἡ ὁποία θὰ ἀνακοινωθῇ προσεχῶς εἰς τὸ διάσκεψιν τῶν ὑπουργῶν τῶν Ἐξωτερικῶν. Αἱ ἀπόψεις τῆς Ἑλληνικῆς Κυβερνήσεως ἐγένοντο δεκταὶ ὑπὸ τῶν ἀντιπροσωπειῶν καὶ ἀναμένεται ὁριστικὴ ἀπόφασις κατὰ τὰς προσεχεῖς ἡμέρας. (336, 691, 532, 805)
subhead: ΑΛΒΑΝΙΑ — Β. ΗΠΕΙΡΟΣ (199, 390, 318, 402)
article-text: Ἡ ἀνακοίνωσις τῆς ἐπιτροπῆς ἀναφέρει ὅτι ἡ κατάστασις εἰς τὰς ἐπαρχίας βελτιοῦται σταθερῶς, ὑπὸ τὴν προϋπόθεσιν ὅτι θὰ τηρηθῇ ἡ τάξις καὶ θὰ ἐξασφαλισθῇ ἡ ἐλευθερία τῆς γνώμης τῶν πολιτῶν εἰς ὅλας τὰς περιοχάς τῆς χώρας. (1356, 1396, 1550, 1476)
article-body (1358, 292, 1550, 419)
article-body (1158, 952, 1350, 1033)
article-text: Ἡ ἀνακοίνωσις τῆς ἐπιτροπῆς ἀναφέρει ὅτι ἡ κατάστασις εἰς τὰς ἐπαρχίας βελτιοῦται σταθερῶς, ὑπὸ τὴν προϋπόθεσιν ὅτι θὰ τηρηθῇ ἡ τάξις καὶ θὰ ἐξασφαλισθῇ ἡ ἐλευθερία τῆς γνώμης τῶν πολιτῶν εἰς ὅλας τὰς περιοχάς τῆς χώρας. (1358, 437, 1550, 529)
persia-title: Η ΠΕΡΣΙΑ (161, 1972, 221, 1984)
article-body (1358, 1075, 1550, 1190)
article-text: Κατὰ τὰς ἀνταποκρίσεις ἐκ Λονδίνου, ἐπῆλθε συμφωνία μεταξὺ τῶν μεγάλων δυνάμεων ὡς πρὸς τὸ ζήτημα τῶν Δωδεκανήσων, ἡ ὁποία θὰ ἀνακοινωθῇ προσεχῶς εἰς τὸ διάσκεψιν τῶν ὑπουργῶν τῶν Ἐξωτερικῶν. Αἱ ἀπόψεις τῆς Ἑλληνικῆς Κυβερνήσεως ἐγένοντο δεκταὶ ὑπὸ τῶν ἀντιπροσωπειῶν καὶ ἀναμένεται ὁριστικὴ ἀπόφασις κατὰ τὰς προσεχεῖς ἡμέρας. (540, 713, 736, 827)
headline-rimini: Η ΕΠΕΤΕΙΟΣ ΤΗΣ ΛΑΜΠΡΑΣ ΝΙΚΗΣ ΜΑΣ ΕΙΣ ΤΟ ΡΙΜΙΝΙ (1373, 2032, 1533, 2060)
section-day: ΤΗΣ ΗΜΕΡΑΣ (627, 1220, 701, 1231)
dateline: ΜΟΣΧΑ, 21. (Ἰδ. ἀν.).— (336, 244, 474, 254)
headline-de-gaulle: ΘΕΡΜΟΙ ΛΟΓΟΙ ΤΟΥ ΣΤΡΑΤΗΓΟΥ ΝΤΕ ΓΚΩΛ ΥΠΕΡ ΤΗΣ ΕΛΛΑΔΟΣ (1175, 92, 1533, 143)
article-body (1358, 743, 1550, 939)
article-text: Ἡ ἀνακοίνωσις τῆς ἐπιτροπῆς ἀναφέρει ὅτι ἡ κατάστασις εἰς τὰς ἐπαρχίας βελτιοῦται σταθερῶς, ὑπὸ τὴν προϋπόθεσιν ὅτι θὰ τηρηθῇ ἡ τάξις καὶ θὰ ἐξασφαλισθῇ ἡ ἐλευθερία τῆς γνώμης τῶν πολιτῶν εἰς ὅλας τὰς περιοχάς τῆς χώρας. (195, 1130, 322, 1256)
article-text: Κατὰ τὰς ἀνταποκρίσεις ἐκ Λονδίνου, ἐπῆλθε συμφωνία μεταξὺ τῶν μεγάλων δυνάμεων ὡς πρὸς τὸ ζήτημα τῶν Δωδεκανήσων, ἡ ὁποία θὰ ἀνακοινωθῇ προσεχῶς εἰς τὸ διάσκεψιν τῶν ὑπουργῶν τῶν Ἐξωτερικῶν. Αἱ ἀπόψεις τῆς Ἑλληνικῆς Κυβερνήσεως ἐγένοντο δεκταὶ ὑπὸ τῶν ἀντιπροσωπειῶν καὶ ἀναμένεται ὁριστικὴ ἀπόφασις κατὰ τὰς προσεχεῖς ἡμέρας. (60, 593, 187, 799)
day-column (600, 1220, 728, 2220)
right-column (1158, 92, 1550, 1217)
dateline: ΛΟΝΔΙΝΟΝ, 21. (Ἰδ. ἀν.).— (60, 1984, 214, 1994)
left-bottom (60, 1860, 322, 2220)
article-text: Ἡ ἀνακοίνωσις τῆς ἐπιτροπῆς ἀναφέρει ὅτι ἡ κατάστασις εἰς τὰς ἐπαρχίας βελτιοῦται σταθερῶς, ὑπὸ τὴν προϋπόθεσιν ὅτι θὰ τηρηθῇ ἡ τάξις καὶ θὰ ἐξασφαλισθῇ ἡ ἐλευθερία τῆς γνώμης τῶν πολιτῶν εἰς ὅλας τὰς περιοχάς τῆς χώρας. (336, 469, 532, 538)
headline-london: ΦΑΙΝΕΤΑΙ ΟΤΙ ΕΝ ΛΟΝΔΙΝΩ ΕΠΗΛΘΕΝ ΓΕΝΙΚΗ ΣΥΜΦΩΝΙΑ ΝΑ ΔΟΘΟΥΝ ΕΙΣ ΤΗΝ ΕΛΛΑΔΑ ΟΡΙΣΤΙΚΩΣ ΤΑ ΔΩΔΕΚΑΝΗΣΑ (61, 93, 321, 253)
subhead-ambassador: ΠΑΡΑ ΤΩ Κ. ΠΡΩΘΥΠΟΥΡΓΩ (1390, 1631, 1516, 1642)
article-text: Ἡ ἀνακοίνωσις τῆς ἐπιτροπῆς ἀναφέρει ὅτι ἡ κατάστασις εἰς τὰς ἐπαρχίας βελτιοῦται σταθερῶς, ὑπὸ τὴν προϋπόθεσιν ὅτι θὰ τηρηθῇ ἡ τάξις καὶ θὰ ἐξασφαλισθῇ ἡ ἐλευθερία τῆς γνώμης τῶν πολιτῶν εἰς ὅλας τὰς περιοχάς τῆς χώρας. (336, 1537, 592, 1594)
dateline: ΛΟΝΔΙΝΟΝ, 21. (Ἰδ. ἀν.).— (195, 1601, 322, 1623)
article-text: Ἡ ἀνακοίνωσις τῆς ἐπιτροπῆς ἀναφέρει ὅτι ἡ κατάστασις εἰς τὰς ἐπαρχίας βελτιοῦται σταθερῶς, ὑπὸ τὴν προϋπόθεσιν ὅτι θὰ τηρηθῇ ἡ τάξις καὶ θὰ ἐξασφαλισθῇ ἡ ἐλευθερία τῆς γνώμης τῶν πολιτῶν εἰς ὅλας τὰς περιοχάς τῆς χώρας. (600, 1462, 728, 1588)
